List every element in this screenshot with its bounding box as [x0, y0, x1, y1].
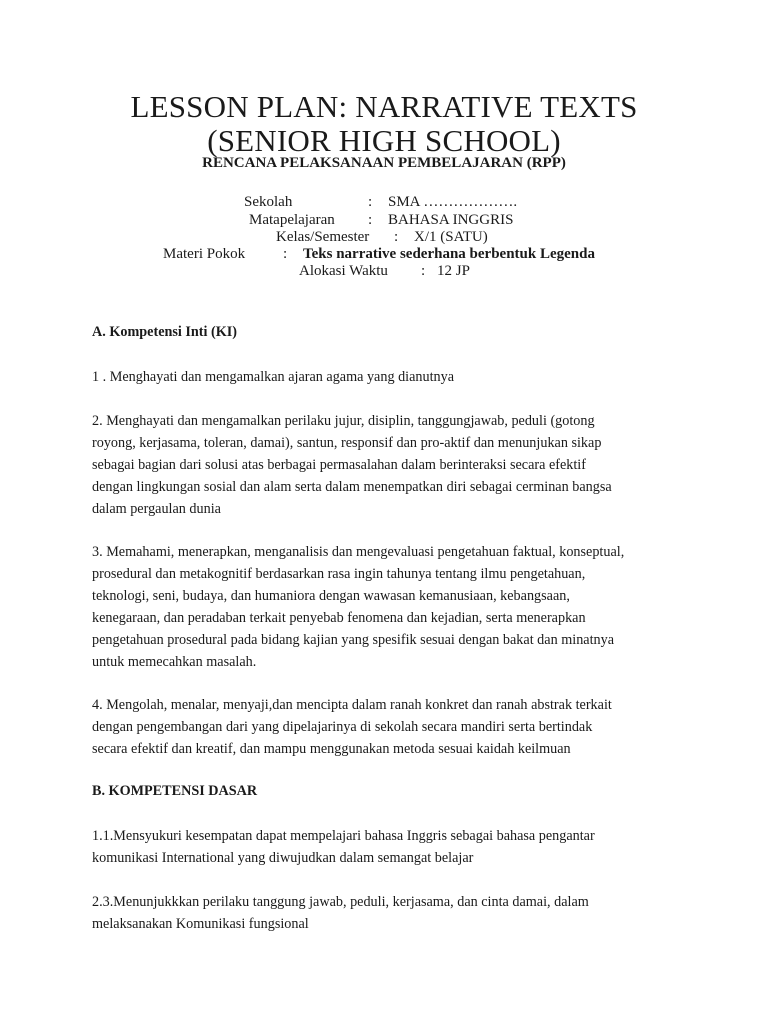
- info-materi-label: Materi Pokok: [163, 246, 246, 262]
- text-line: 4. Mengolah, menalar, menyaji,dan mencipta dalam ranah konkret dan ranah abstrak terkait: [92, 697, 612, 713]
- info-matapelajaran: [249, 211, 513, 229]
- text-line: 3. Memahami, menerapkan, menganalisis dan mengevaluasi pengetahuan faktual, konseptual,: [92, 544, 625, 560]
- section-a-item-1: 1 . Menghayati dan mengamalkan ajaran agama yang dianutnya: [92, 369, 455, 385]
- info-colon: :: [368, 194, 373, 210]
- info-waktu-value: 12 JP: [437, 263, 470, 279]
- info-colon: :: [368, 212, 373, 228]
- section-b-heading: B. KOMPETENSI DASAR: [92, 783, 258, 799]
- text-line: sebagai bagian dari solusi atas berbagai permasalahan dalam berinteraksi secara efektif: [92, 457, 586, 473]
- document-title-line1: LESSON PLAN: NARRATIVE TEXTS: [130, 89, 638, 124]
- text-line: komunikasi International yang diwujudkan dalam semangat belajar: [92, 850, 474, 866]
- info-materi-pokok: [163, 245, 595, 263]
- text-line: dengan pengembangan dari yang dipelajarinya di sekolah secara mandiri serta bertindak: [92, 719, 593, 735]
- info-waktu-label: Alokasi Waktu: [299, 263, 388, 279]
- text-line: royong, kerjasama, toleran, damai), santun, responsif dan pro-aktif dan menunjukan sikap: [92, 435, 602, 451]
- info-mapel-label: Matapelajaran: [249, 212, 335, 228]
- text-line: 2.3.Menunjukkkan perilaku tanggung jawab, peduli, kerjasama, dan cinta damai, dalam: [92, 894, 589, 910]
- section-b-item-2: [92, 891, 692, 935]
- text-line: dengan lingkungan sosial dan alam serta dalam menempatkan diri sebagai cerminan bangsa: [92, 479, 612, 495]
- section-a-item-2: [92, 410, 692, 520]
- section-a-item-3: [92, 541, 692, 673]
- info-kelas-value: X/1 (SATU): [414, 229, 488, 245]
- text-line: 1.1.Mensyukuri kesempatan dapat mempelajari bahasa Inggris sebagai bahasa pengantar: [92, 828, 595, 844]
- info-colon: :: [283, 246, 288, 262]
- info-colon: :: [394, 229, 399, 245]
- text-line: pengetahuan prosedural pada bidang kajian yang spesifik sesuai dengan bakat dan minatnya: [92, 632, 615, 648]
- info-colon: :: [421, 263, 426, 279]
- text-line: prosedural dan metakognitif berdasarkan rasa ingin tahunya tentang ilmu pengetahuan,: [92, 566, 586, 582]
- info-kelas-label: Kelas/Semester: [276, 229, 370, 245]
- info-alokasi-waktu: [299, 262, 470, 280]
- document-title-line2: (SENIOR HIGH SCHOOL): [207, 123, 561, 158]
- info-materi-value: Teks narrative sederhana berbentuk Legenda: [303, 246, 595, 262]
- text-line: untuk memecahkan masalah.: [92, 654, 257, 670]
- section-b-item-1: [92, 825, 692, 869]
- text-line: teknologi, seni, budaya, dan humaniora dengan wawasan kemanusiaan, kebangsaan,: [92, 588, 570, 604]
- text-line: dalam pergaulan dunia: [92, 501, 221, 517]
- section-a-item-4: [92, 694, 692, 760]
- text-line: secara efektif dan kreatif, dan mampu menggunakan metoda sesuai kaidah keilmuan: [92, 741, 571, 757]
- text-line: 2. Menghayati dan mengamalkan perilaku jujur, disiplin, tanggungjawab, peduli (gotong: [92, 413, 595, 429]
- section-a-heading: A. Kompetensi Inti (KI): [92, 324, 238, 340]
- info-mapel-value: BAHASA INGGRIS: [388, 212, 514, 228]
- info-sekolah: [244, 193, 517, 211]
- info-kelas-semester: [276, 228, 488, 246]
- document-subtitle: RENCANA PELAKSANAAN PEMBELAJARAN (RPP): [202, 155, 566, 171]
- text-line: kenegaraan, dan peradaban terkait penyebab fenomena dan kejadian, serta menerapkan: [92, 610, 586, 626]
- text-line: melaksanakan Komunikasi fungsional: [92, 916, 309, 932]
- info-sekolah-label: Sekolah: [244, 194, 293, 210]
- info-sekolah-value: SMA ……………….: [388, 194, 518, 210]
